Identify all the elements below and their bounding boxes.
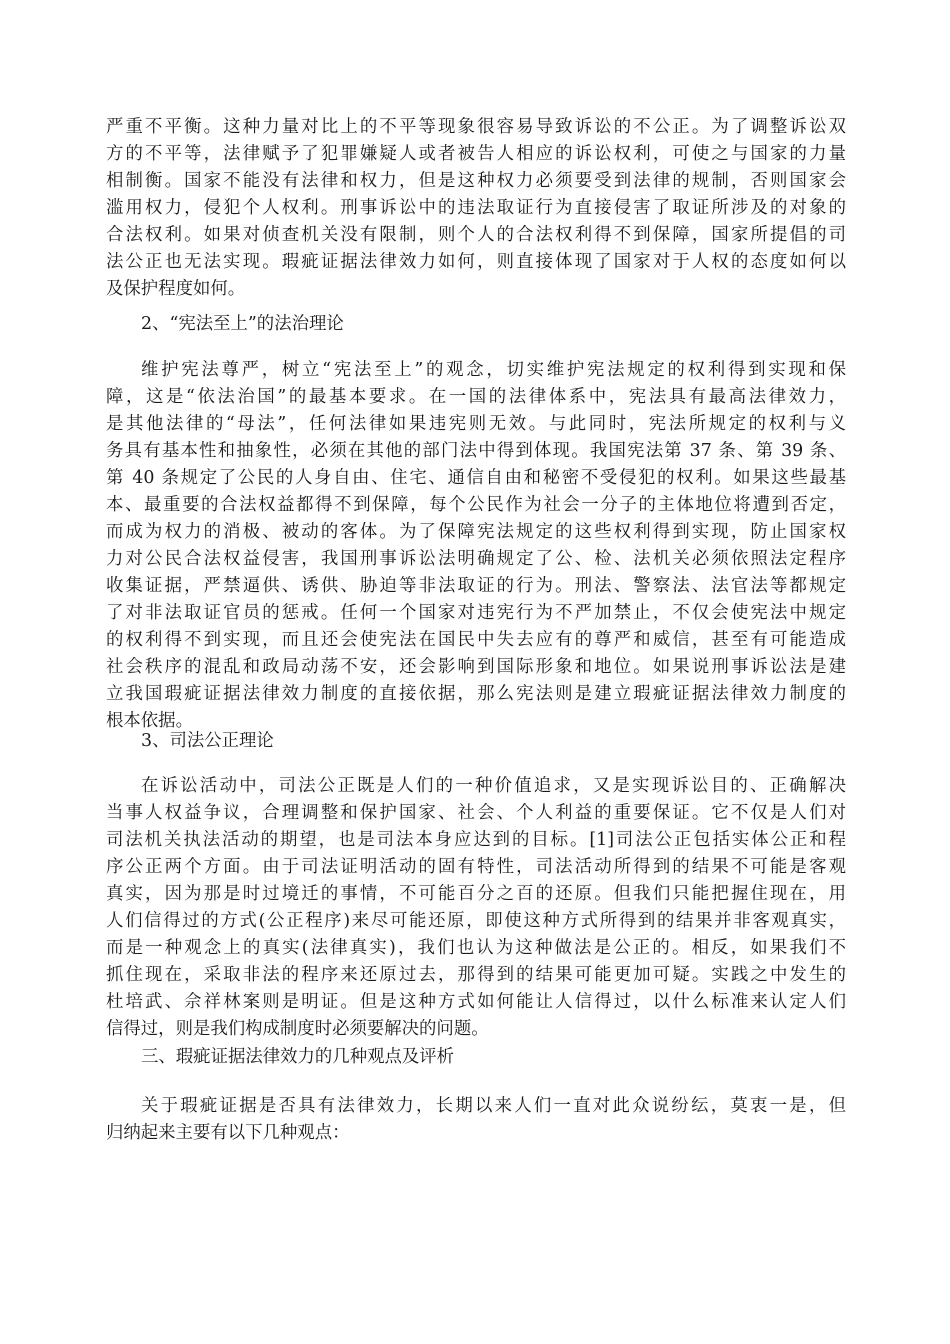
text-line: 及保护程度如何。 bbox=[106, 279, 246, 299]
text-line: 序公正两个方面。由于司法证明活动的固有特性，司法活动所得到的结果不可能是客观 bbox=[106, 857, 846, 877]
text-line: 杜培武、佘祥林案则是明证。但是这种方式如何能让人信得过，以什么标准来认定人们 bbox=[106, 992, 846, 1012]
text-line: 相制衡。国家不能没有法律和权力，但是这种权力必须要受到法律的规制，否则国家会 bbox=[106, 171, 846, 191]
text-line: 当事人权益争议，合理调整和保护国家、社会、个人利益的重要保证。它不仅是人们对 bbox=[106, 803, 846, 823]
text-line: 本、最重要的合法权益都得不到保障，每个公民作为社会一分子的主体地位将遭到否定， bbox=[106, 495, 846, 515]
paragraph-constitution bbox=[106, 357, 846, 735]
text-line: 归纳起来主要有以下几种观点： bbox=[106, 1123, 350, 1143]
text-line: 关于瑕疵证据是否具有法律效力，长期以来人们一直对此众说纷纭，莫衷一是，但 bbox=[141, 1096, 846, 1116]
text-line: 人们信得过的方式(公正程序)来尽可能还原，即使这种方式所得到的结果并非客观真实， bbox=[106, 911, 846, 931]
text-line: 严重不平衡。这种力量对比上的不平等现象很容易导致诉讼的不公正。为了调整诉讼双 bbox=[106, 117, 846, 137]
text-line: 务具有基本性和抽象性，必须在其他的部门法中得到体现。我国宪法第 37 条、第 39 条、 bbox=[106, 441, 846, 461]
section-heading-viewpoints: 三、瑕疵证据法律效力的几种观点及评析 bbox=[141, 1047, 455, 1067]
text-line: 真实，因为那是时过境迁的事情，不可能百分之百的还原。但我们只能把握住现在，用 bbox=[106, 884, 846, 904]
text-line: 力对公民合法权益侵害，我国刑事诉讼法明确规定了公、检、法机关必须依照法定程序 bbox=[106, 549, 846, 569]
text-line: 立我国瑕疵证据法律效力制度的直接依据，那么宪法则是建立瑕疵证据法律效力制度的 bbox=[106, 684, 846, 704]
section-heading-constitution: 2、“宪法至上”的法治理论 bbox=[141, 314, 344, 334]
text-line: 第 40 条规定了公民的人身自由、住宅、通信自由和秘密不受侵犯的权利。如果这些最基 bbox=[106, 468, 846, 488]
text-line: 信得过，则是我们构成制度时必须要解决的问题。 bbox=[106, 1019, 489, 1039]
section-heading-judicial-justice: 3、司法公正理论 bbox=[141, 731, 274, 751]
paragraph-judicial-justice bbox=[106, 773, 846, 1043]
text-line: 而成为权力的消极、被动的客体。为了保障宪法规定的这些权利得到实现，防止国家权 bbox=[106, 522, 846, 542]
text-line: 方的不平等，法律赋予了犯罪嫌疑人或者被告人相应的诉讼权利，可使之与国家的力量 bbox=[106, 144, 846, 164]
text-line: 了对非法取证官员的惩戒。任何一个国家对违宪行为不严加禁止，不仅会使宪法中规定 bbox=[106, 603, 846, 623]
paragraph-human-rights bbox=[106, 114, 846, 303]
text-line: 而是一种观念上的真实(法律真实)，我们也认为这种做法是公正的。相反，如果我们不 bbox=[106, 938, 846, 958]
text-line: 维护宪法尊严，树立“宪法至上”的观念，切实维护宪法规定的权利得到实现和保 bbox=[141, 360, 846, 380]
paragraph-viewpoints bbox=[106, 1093, 846, 1147]
text-line: 是其他法律的“母法”，任何法律如果违宪则无效。与此同时，宪法所规定的权利与义 bbox=[106, 414, 846, 434]
text-line: 在诉讼活动中，司法公正既是人们的一种价值追求，又是实现诉讼目的、正确解决 bbox=[141, 776, 846, 796]
text-line: 司法机关执法活动的期望，也是司法本身应达到的目标。[1]司法公正包括实体公正和程 bbox=[106, 830, 846, 850]
text-line: 滥用权力，侵犯个人权利。刑事诉讼中的违法取证行为直接侵害了取证所涉及的对象的 bbox=[106, 198, 846, 218]
text-line: 社会秩序的混乱和政局动荡不安，还会影响到国际形象和地位。如果说刑事诉讼法是建 bbox=[106, 657, 846, 677]
text-line: 合法权利。如果对侦查机关没有限制，则个人的合法权利得不到保障，国家所提倡的司 bbox=[106, 225, 846, 245]
text-line: 法公正也无法实现。瑕疵证据法律效力如何，则直接体现了国家对于人权的态度如何以 bbox=[106, 252, 846, 272]
text-line: 抓住现在，采取非法的程序来还原过去，那得到的结果可能更加可疑。实践之中发生的 bbox=[106, 965, 846, 985]
text-line: 的权利得不到实现，而且还会使宪法在国民中失去应有的尊严和威信，甚至有可能造成 bbox=[106, 630, 846, 650]
text-line: 障，这是“依法治国”的最基本要求。在一国的法律体系中，宪法具有最高法律效力， bbox=[106, 387, 846, 407]
text-line: 收集证据，严禁逼供、诱供、胁迫等非法取证的行为。刑法、警察法、法官法等都规定 bbox=[106, 576, 846, 596]
text-line: 根本依据。 bbox=[106, 711, 193, 731]
